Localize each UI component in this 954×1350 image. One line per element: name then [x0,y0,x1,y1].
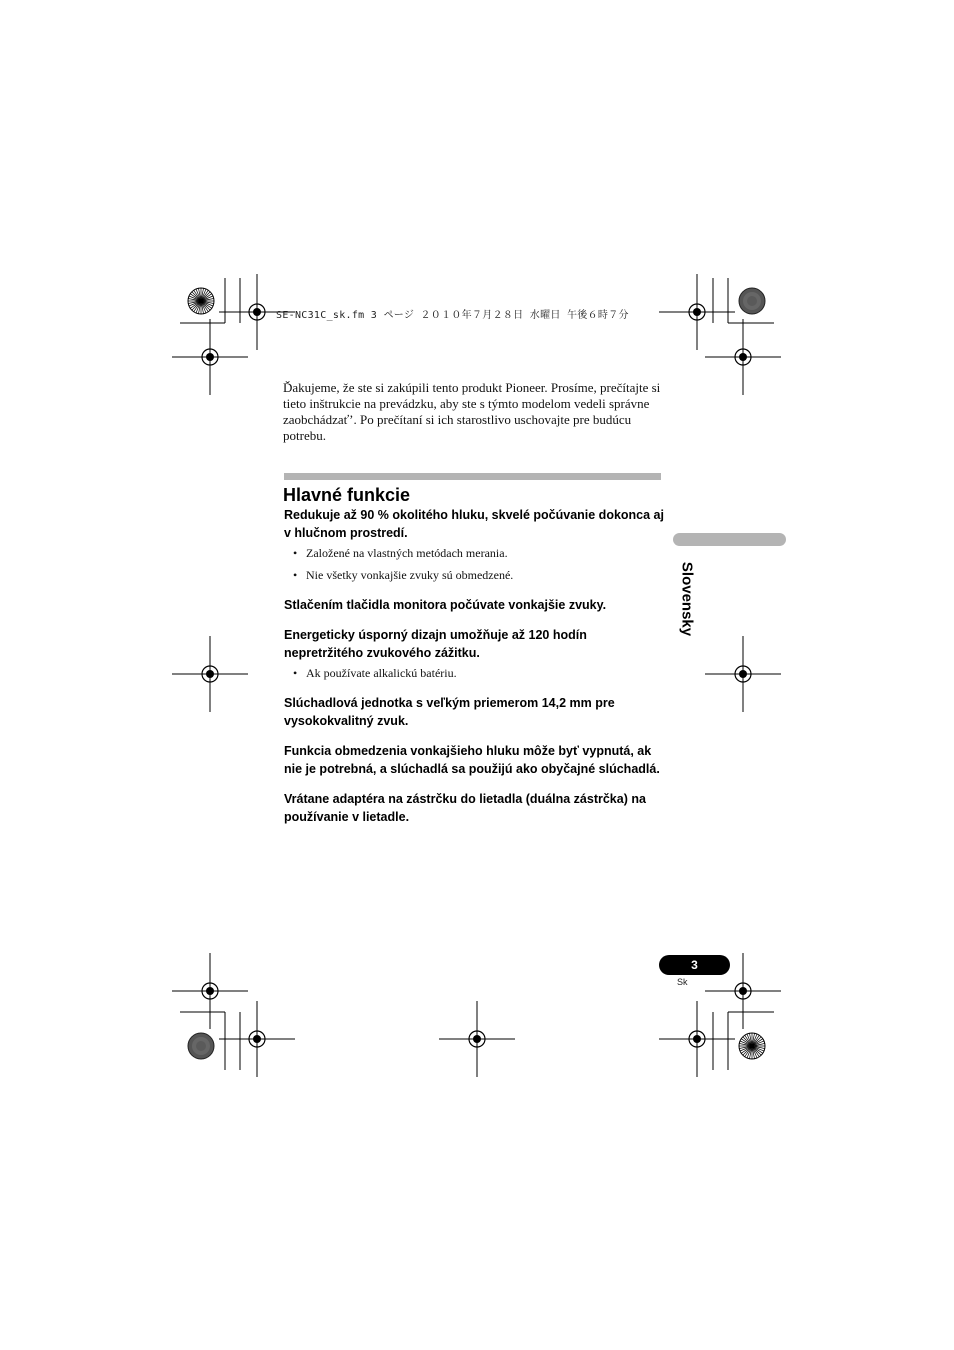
language-code: Sk [677,977,688,987]
feature-text: Vrátane adaptéra na zástrčku do lietadla (duálna zástrčka) na používanie v lietadle. [284,792,646,824]
crosshair-mark-icon [659,274,735,350]
crosshair-mark-icon [172,953,248,1029]
starburst-mark-icon [739,1033,765,1059]
feature-text: Slúchadlová jednotka s veľkým priemerom 14,2 mm pre vysokokvalitný zvuk. [284,696,615,728]
bullet-text: Nie všetky vonkajšie zvuky sú obmedzené. [306,568,514,582]
section-title: Hlavné funkcie [283,485,411,505]
crosshair-mark-icon [439,1001,515,1077]
language-label: Slovensky [678,561,696,637]
crosshair-mark-icon [219,1001,295,1077]
dark-mark-icon [739,288,765,314]
bullet-icon: • [293,568,298,582]
starburst-mark-icon [188,288,214,314]
feature-text: Energeticky úsporný dizajn umožňuje až 120 hodín nepretržitého zvukového zážitku. [284,628,587,660]
feature-text: Funkcia obmedzenia vonkajšieho hluku môže byť vypnutá, ak nie je potrebná, a slúchadlá sa použijú ako obyčajné slúchadlá. [284,744,660,776]
page-number: 3 [659,955,730,975]
crosshair-mark-icon [705,636,781,712]
bullet-list [284,546,664,582]
intro-paragraph: Ďakujeme, že ste si zakúpili tento produkt Pioneer. Prosíme, prečítajte si tieto inštrukcie na prevádzku, aby ste s týmto modelom vedeli správne zaobchádzať’. Po prečítaní si ich starostlivo uschovajte pre budúcu potrebu. [283,380,661,443]
section-rule [284,473,661,480]
features-list [284,506,664,826]
feature-text: Stlačením tlačidla monitora počúvate vonkajšie zvuky. [284,598,607,612]
file-header-line: SE-NC31C_sk.fm 3 ページ ２０１０年７月２８日 水曜日 午後６時７分 [276,310,629,321]
crosshair-mark-icon [172,319,248,395]
bullet-list [284,666,664,680]
bullet-text: Ak používate alkalickú batériu. [306,666,457,680]
list-item [284,568,664,582]
crosshair-mark-icon [172,636,248,712]
list-item [284,666,664,680]
dark-mark-icon [188,1033,214,1059]
language-tab-bar [673,533,786,546]
bullet-icon: • [293,666,298,680]
bullet-icon: • [293,546,298,560]
list-item [284,546,664,560]
feature-text: Redukuje až 90 % okolitého hluku, skvelé počúvanie dokonca aj v hlučnom prostredí. [284,508,664,540]
crosshair-mark-icon [705,319,781,395]
bullet-text: Založené na vlastných metódach merania. [306,546,508,560]
language-tab [667,555,707,645]
crosshair-mark-icon [659,1001,735,1077]
